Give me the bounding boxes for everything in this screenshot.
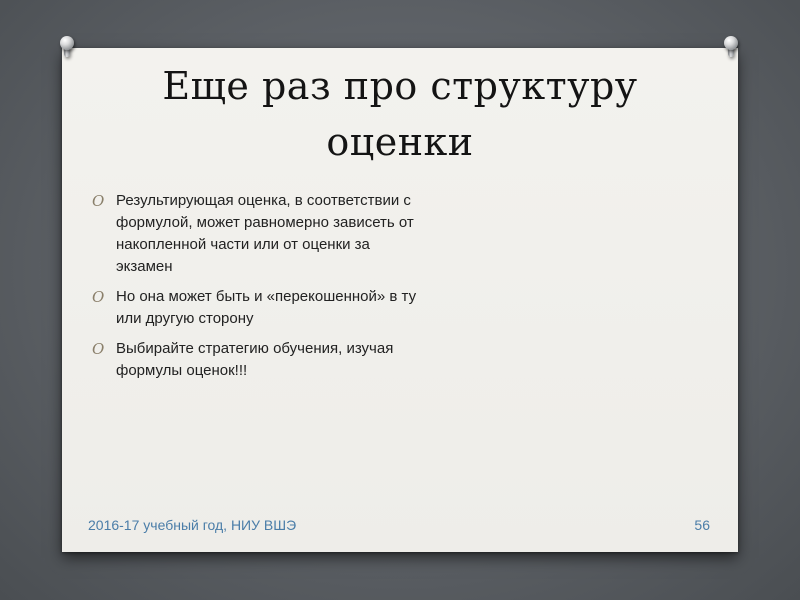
bullet-marker-icon: O [92, 192, 105, 210]
bullet-text: Но она может быть и «перекошенной» в ту или другую сторону [116, 288, 417, 327]
pushpin-right-icon [724, 36, 738, 58]
bullet-item [90, 286, 420, 330]
bullet-text: Результирующая оценка, в соответствии с формулой, может равномерно зависеть от накопленной части или от оценки за экзамен [116, 192, 414, 275]
slide-footer: 2016-17 учебный год, НИУ ВШЭ [88, 517, 297, 533]
slide-title: Еще раз про структуру оценки [162, 64, 638, 164]
bullet-item [90, 338, 420, 382]
bullet-item [90, 190, 420, 278]
bullet-marker-icon: O [92, 288, 105, 306]
bullet-text: Выбирайте стратегию обучения, изучая формулы оценок!!! [116, 340, 394, 379]
bullet-list [90, 190, 420, 390]
bullet-marker-icon: O [92, 340, 105, 358]
pushpin-left-icon [60, 36, 74, 58]
page-number: 56 [694, 517, 710, 533]
